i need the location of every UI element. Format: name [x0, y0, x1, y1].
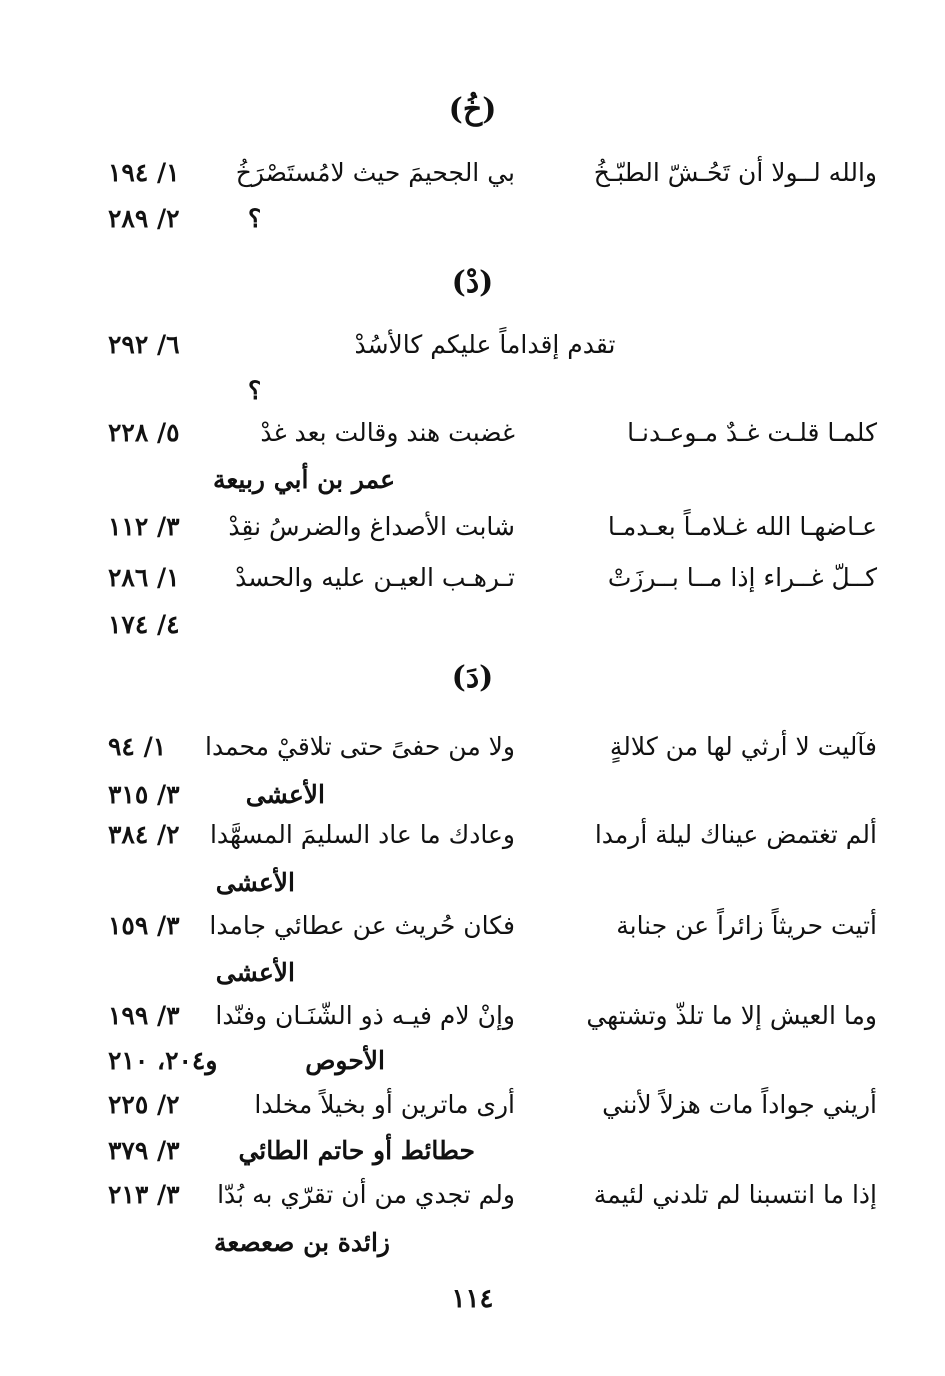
- second-hemistich: بي الجحيمَ حيث لامُستَصْرَخُ: [235, 158, 515, 187]
- citation-reference: ٢/ ٢٨٩: [108, 204, 180, 233]
- section-header-dal-sukun: (دْ): [451, 265, 494, 300]
- citation-reference: ٣/ ٢١٣: [108, 1180, 180, 1209]
- citation-reference: و٢٠٤، ٢١٠: [108, 1046, 218, 1075]
- citation-reference: ٣/ ١٩٩: [108, 1001, 180, 1030]
- first-hemistich: عـاضهـا الله غـلامـاً بعـدمـا: [607, 512, 877, 541]
- section-header-dal-fatha: (دَ): [451, 660, 494, 695]
- section-header-kha: (خُ): [448, 92, 497, 127]
- poet-name: الأحوص: [305, 1046, 385, 1075]
- poet-name: عمر بن أبي ربيعة: [212, 465, 395, 494]
- first-hemistich: فآليت لا أرثي لها من كلالةٍ: [609, 732, 877, 761]
- second-hemistich: فكان حُريث عن عطائي جامدا: [209, 911, 515, 940]
- first-hemistich: كلمـا قلـت غـدٌ مـوعـدنـا: [627, 418, 877, 447]
- verse-line: [0, 504, 945, 550]
- second-hemistich: غضبت هند وقالت بعد غدْ: [260, 418, 515, 447]
- citation-reference: ٥/ ٢٢٨: [108, 418, 180, 447]
- second-hemistich: ولا من حفىً حتى تلاقيْ محمدا: [205, 732, 515, 761]
- first-hemistich: ألم تغتمض عيناك ليلة أرمدا: [594, 820, 877, 849]
- page-number: ١١٤: [451, 1284, 494, 1314]
- poet-name: زائدة بن صعصعة: [213, 1228, 390, 1257]
- verse-line: [0, 555, 945, 601]
- verse-line: [0, 903, 945, 949]
- poet-name: حطائط أو حاتم الطائي: [238, 1136, 475, 1165]
- poet-name: الأعشى: [215, 958, 295, 987]
- second-hemistich: ولم تجدي من أن تقرّي به بُدّا: [217, 1180, 515, 1209]
- first-hemistich: كــلّ غــراء إذا مــا بــرزَتْ: [607, 563, 877, 592]
- poet-line: [0, 950, 945, 996]
- poet-line: [0, 1038, 945, 1084]
- verse-line: [0, 1082, 945, 1128]
- citation-reference: ٣/ ١٥٩: [108, 911, 180, 940]
- second-hemistich: وإنْ لام فيـه ذو الشّنَـان وفنّدا: [215, 1001, 515, 1030]
- poet-name: الأعشى: [215, 868, 295, 897]
- second-hemistich: أرى ماترين أو بخيلاً مخلدا: [254, 1090, 515, 1119]
- poet-line: [0, 860, 945, 906]
- second-hemistich: وعادك ما عاد السليمَ المسهَّدا: [209, 820, 515, 849]
- poet-line: [0, 1128, 945, 1174]
- first-hemistich: أريني جواداً مات هزلاً لأنني: [602, 1090, 877, 1119]
- verse-line: [0, 602, 945, 648]
- citation-reference: ٦/ ٢٩٢: [108, 330, 180, 359]
- verse-line: [0, 410, 945, 456]
- verse-line: [0, 150, 945, 196]
- citation-reference: ٣/ ٣٧٩: [108, 1136, 180, 1165]
- poet-line: [0, 1220, 945, 1266]
- verse-line: [0, 368, 945, 414]
- verse-line: [0, 724, 945, 770]
- poet-name: الأعشى: [245, 780, 325, 809]
- citation-reference: ٣/ ١١٢: [108, 512, 180, 541]
- verse-line: [0, 812, 945, 858]
- verse-line: [0, 1172, 945, 1218]
- poet-line: [0, 457, 945, 503]
- centered-verse: تقدم إقداماً عليكم كالأسُدْ: [354, 330, 616, 359]
- first-hemistich: إذا ما انتسبنا لم تلدني لئيمة: [593, 1180, 877, 1209]
- verse-line: [0, 196, 945, 242]
- first-hemistich: والله لــولا أن تَحُـشّ الطبّـخُ: [593, 158, 877, 187]
- citation-reference: ٢/ ٢٢٥: [108, 1090, 180, 1119]
- citation-reference: ٤/ ١٧٤: [108, 610, 180, 639]
- second-hemistich: شابت الأصداغ والضرسُ نقِدْ: [228, 512, 515, 541]
- verse-line: [0, 322, 945, 368]
- unknown-poet-mark: ؟: [248, 376, 262, 405]
- second-hemistich: تـرهـب العيـن عليه والحسدْ: [235, 563, 515, 592]
- citation-reference: ١/ ٢٨٦: [108, 563, 180, 592]
- citation-reference: ٢/ ٣٨٤: [108, 820, 180, 849]
- citation-reference: ١/ ١٩٤: [108, 158, 180, 187]
- citation-reference: ١/ ٩٤: [108, 732, 167, 761]
- first-hemistich: وما العيش إلا ما تلذّ وتشتهي: [586, 1001, 877, 1030]
- verse-line: [0, 993, 945, 1039]
- citation-reference: ٣/ ٣١٥: [108, 780, 180, 809]
- unknown-poet-mark: ؟: [248, 204, 262, 233]
- first-hemistich: أتيت حريثاً زائراً عن جنابة: [616, 911, 877, 940]
